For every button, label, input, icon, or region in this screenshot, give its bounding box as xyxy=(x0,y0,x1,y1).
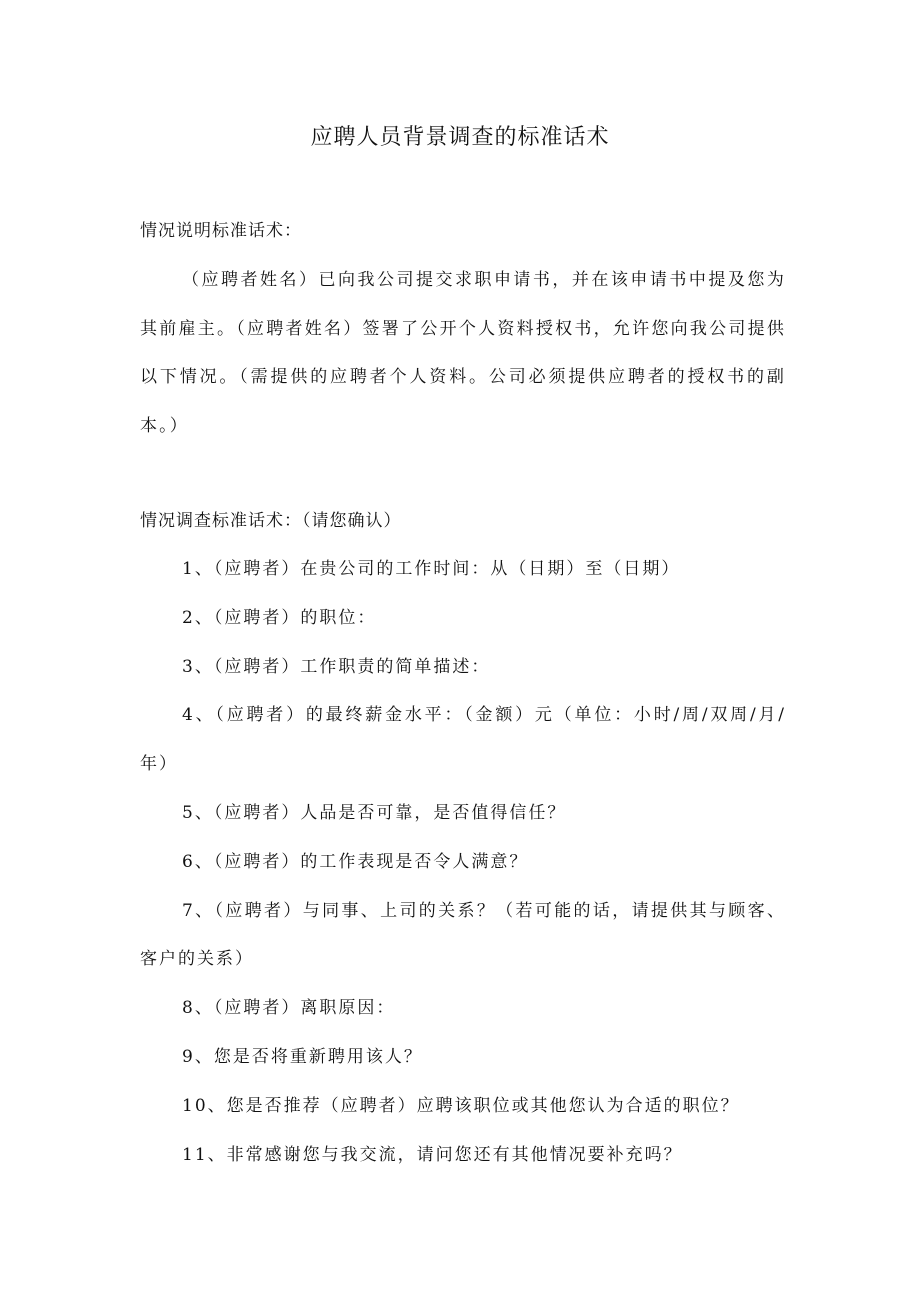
list-item: 10、您是否推荐（应聘者）应聘该职位或其他您认为合适的职位？ xyxy=(182,1095,740,1116)
list-item: 9、您是否将重新聘用该人？ xyxy=(182,1046,423,1067)
question-list xyxy=(140,545,786,1179)
list-item: 7、（应聘者）与同事、上司的关系？（若可能的话，请提供其与顾客、客户的关系） xyxy=(140,900,786,970)
list-item: 5、（应聘者）人品是否可靠，是否值得信任？ xyxy=(182,802,567,823)
page-title: 应聘人员背景调查的标准话术 xyxy=(310,125,610,150)
list-item: 6、（应聘者）的工作表现是否令人满意？ xyxy=(182,851,529,872)
list-item: 3、（应聘者）工作职责的简单描述： xyxy=(182,656,491,677)
list-item: 1、（应聘者）在贵公司的工作时间：从（日期）至（日期） xyxy=(182,559,681,579)
situation-paragraph: （应聘者姓名）已向我公司提交求职申请书，并在该申请书中提及您为其前雇主。（应聘者姓名）签署了公开个人资料授权书，允许您向我公司提供以下情况。（需提供的应聘者个人资料。公司必须提供应聘者的授权书的副本。） xyxy=(140,270,786,436)
list-item: 8、（应聘者）离职原因： xyxy=(182,998,396,1019)
section-heading-situation: 情况说明标准话术： xyxy=(140,221,302,241)
list-item: 4、（应聘者）的最终薪金水平：（金额）元（单位：小时/周/双周/月/年） xyxy=(140,705,786,775)
list-item: 2、（应聘者）的职位： xyxy=(182,607,377,628)
section-heading-investigation: 情况调查标准话术：（请您确认） xyxy=(140,511,402,531)
list-item: 11、非常感谢您与我交流，请问您还有其他情况要补充吗？ xyxy=(182,1144,683,1165)
